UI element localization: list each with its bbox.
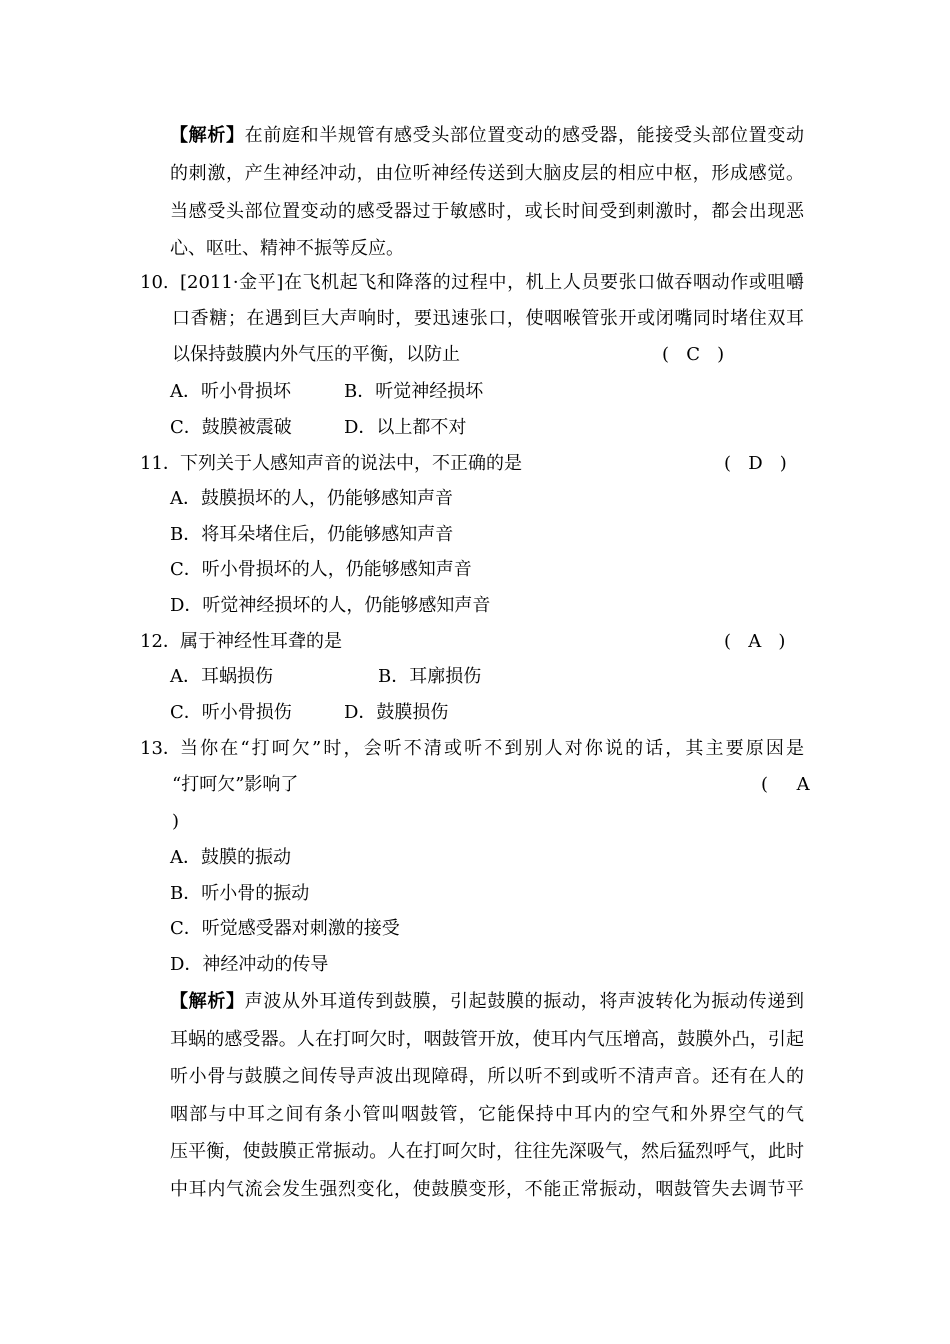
- q11-number: 11．: [140, 453, 181, 474]
- analysis2-line1: 【解析】声波从外耳道传到鼓膜，引起鼓膜的振动，将声波转化为振动传递到: [170, 991, 805, 1012]
- q12-number: 12．: [140, 631, 181, 652]
- analysis2-line5: 压平衡，使鼓膜正常振动。人在打呵欠时，往往先深吸气，然后猛烈呼气，此时: [170, 1141, 804, 1162]
- q10-answer: ( C ): [662, 344, 725, 365]
- q13-stem-line2: “打呵欠”影响了: [172, 774, 299, 795]
- q12-answer: ( A ): [724, 631, 786, 652]
- q13-number: 13．: [140, 738, 181, 759]
- q10-option-c: C．鼓膜被震破: [170, 417, 292, 438]
- q10-option-a: A．听小骨损坏: [170, 381, 291, 402]
- q11-stem: 下列关于人感知声音的说法中，不正确的是: [180, 453, 522, 474]
- analysis-tag: 【解析】: [170, 125, 245, 146]
- q10-option-b: B．听觉神经损坏: [344, 381, 484, 402]
- q10-number: 10.: [140, 272, 169, 293]
- analysis1-line4: 心、呕吐、精神不振等反应。: [170, 238, 404, 259]
- analysis2-line3: 听小骨与鼓膜之间传导声波出现障碍，所以听不到或听不清声音。还有在人的: [170, 1066, 804, 1087]
- q12-option-a: A．耳蜗损伤: [170, 666, 273, 687]
- analysis1-line3: 当感受头部位置变动的感受器过于敏感时，或长时间受到刺激时，都会出现恶: [170, 201, 804, 222]
- q12-stem: 属于神经性耳聋的是: [180, 631, 342, 652]
- analysis1-line2: 的刺激，产生神经冲动，由位听神经传送到大脑皮层的相应中枢，形成感觉。: [170, 163, 804, 184]
- q13-answer-close: ): [172, 811, 180, 832]
- q12-option-c: C．听小骨损伤: [170, 702, 292, 723]
- q12-option-b: B．耳廓损伤: [378, 666, 482, 687]
- analysis2-line4: 咽部与中耳之间有条小管叫咽鼓管，它能保持中耳内的空气和外界空气的气: [170, 1104, 804, 1125]
- q11-option-b: B．将耳朵堵住后，仍能够感知声音: [170, 524, 454, 545]
- q11-option-c: C．听小骨损坏的人，仍能够感知声音: [170, 559, 472, 580]
- analysis1-line1: 【解析】在前庭和半规管有感受头部位置变动的感受器，能接受头部位置变动: [170, 125, 805, 146]
- q13-option-a: A．鼓膜的振动: [170, 847, 291, 868]
- q11-option-a: A．鼓膜损坏的人，仍能够感知声音: [170, 488, 453, 509]
- q13-stem-line1: 当你在“打呵欠”时，会听不清或听不到别人对你说的话，其主要原因是: [180, 738, 804, 759]
- q12-option-d: D．鼓膜损伤: [344, 702, 449, 723]
- q10-option-d: D．以上都不对: [344, 417, 467, 438]
- analysis-tag: 【解析】: [170, 991, 245, 1012]
- q13-option-d: D．神经冲动的传导: [170, 954, 329, 975]
- q10-stem-line3: 以保持鼓膜内外气压的平衡，以防止: [172, 344, 460, 365]
- q13-answer-open: ( A: [761, 774, 810, 795]
- q13-option-b: B．听小骨的振动: [170, 883, 310, 904]
- q10-stem-line2: 口香糖；在遇到巨大声响时，要迅速张口，使咽喉管张开或闭嘴同时堵住双耳: [172, 308, 804, 329]
- analysis2-line6: 中耳内气流会发生强烈变化，使鼓膜变形，不能正常振动，咽鼓管失去调节平: [170, 1179, 804, 1200]
- q10-stem-line1: [2011·金平]在飞机起飞和降落的过程中，机上人员要张口做吞咽动作或咀嚼: [180, 272, 804, 293]
- q11-option-d: D．听觉神经损坏的人，仍能够感知声音: [170, 595, 491, 616]
- q11-answer: ( D ): [724, 453, 787, 474]
- q13-option-c: C．听觉感受器对刺激的接受: [170, 918, 400, 939]
- analysis2-line2: 耳蜗的感受器。人在打呵欠时，咽鼓管开放，使耳内气压增高，鼓膜外凸，引起: [170, 1029, 804, 1050]
